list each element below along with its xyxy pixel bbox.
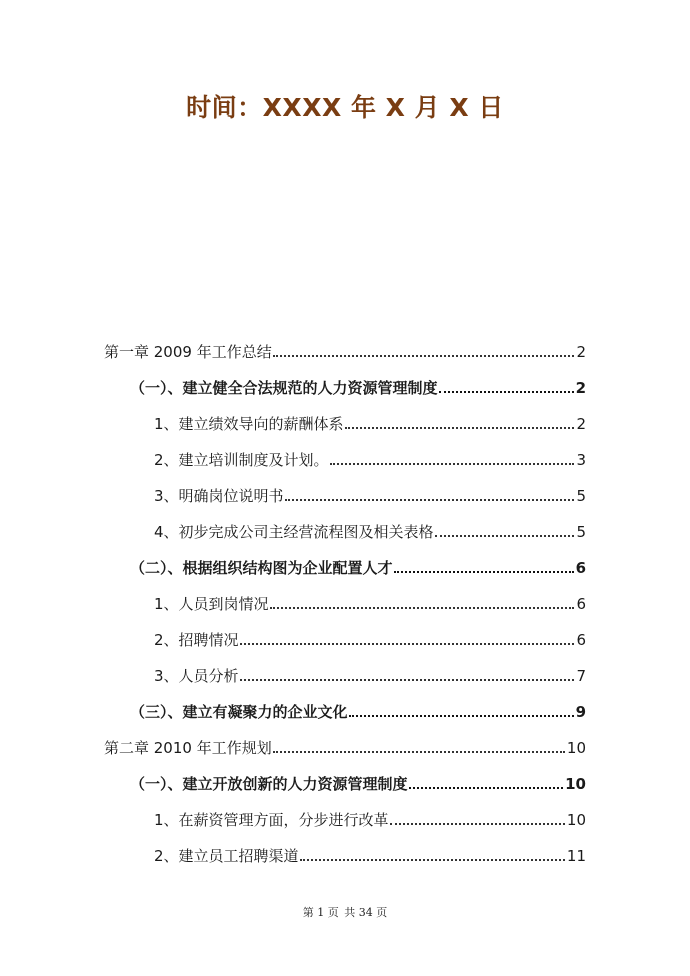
toc-entry-title: 第二章 2010 年工作规划 bbox=[104, 739, 272, 757]
toc-dot-leader bbox=[240, 679, 575, 681]
toc-entry-title: 3、人员分析 bbox=[154, 667, 239, 685]
toc-dot-leader bbox=[435, 535, 575, 537]
toc-page-number: 9 bbox=[575, 703, 586, 721]
toc-page-number: 2 bbox=[575, 379, 586, 397]
toc-entry[interactable] bbox=[104, 654, 586, 690]
toc-entry-title: 第一章 2009 年工作总结 bbox=[104, 343, 272, 361]
toc-entry-title: 3、明确岗位说明书 bbox=[154, 487, 284, 505]
toc-entry[interactable] bbox=[104, 546, 586, 582]
toc-entry[interactable] bbox=[104, 474, 586, 510]
toc-dot-leader bbox=[409, 787, 564, 789]
page-footer bbox=[0, 904, 690, 920]
toc-dot-leader bbox=[345, 427, 575, 429]
toc-page-number: 11 bbox=[566, 847, 586, 865]
toc-page-number: 7 bbox=[576, 667, 586, 685]
toc-entry[interactable] bbox=[104, 330, 586, 366]
toc-dot-leader bbox=[240, 643, 575, 645]
toc-dot-leader bbox=[273, 355, 575, 357]
table-of-contents bbox=[104, 330, 586, 870]
toc-entry[interactable] bbox=[104, 690, 586, 726]
toc-entry-title: 2、建立员工招聘渠道 bbox=[154, 847, 299, 865]
toc-dot-leader bbox=[270, 607, 575, 609]
toc-entry-title: （三）、建立有凝聚力的企业文化 bbox=[130, 703, 348, 721]
toc-page-number: 6 bbox=[575, 559, 586, 577]
toc-entry-title: 2、招聘情况 bbox=[154, 631, 239, 649]
toc-entry-title: （二）、根据组织结构图为企业配置人才 bbox=[130, 559, 393, 577]
toc-entry-title: 1、人员到岗情况 bbox=[154, 595, 269, 613]
toc-dot-leader bbox=[394, 571, 574, 573]
toc-page-number: 10 bbox=[565, 775, 586, 793]
toc-entry[interactable] bbox=[104, 438, 586, 474]
toc-dot-leader bbox=[439, 391, 574, 393]
toc-entry[interactable] bbox=[104, 366, 586, 402]
document-date-title: 时间：XXXX 年 X 月 X 日 bbox=[186, 93, 504, 122]
toc-entry-title: （一）、建立开放创新的人力资源管理制度 bbox=[130, 775, 408, 793]
toc-page-number: 10 bbox=[566, 811, 586, 829]
toc-entry[interactable] bbox=[104, 402, 586, 438]
toc-page-number: 10 bbox=[566, 739, 586, 757]
toc-page-number: 6 bbox=[576, 595, 586, 613]
toc-entry-title: 1、在薪资管理方面，分步进行改革 bbox=[154, 811, 389, 829]
toc-entry[interactable] bbox=[104, 510, 586, 546]
page-number: 第 1 页 bbox=[302, 906, 339, 919]
toc-page-number: 5 bbox=[576, 523, 586, 541]
toc-dot-leader bbox=[273, 751, 565, 753]
toc-dot-leader bbox=[349, 715, 574, 717]
toc-page-number: 2 bbox=[576, 343, 586, 361]
toc-dot-leader bbox=[330, 463, 575, 465]
toc-entry[interactable] bbox=[104, 762, 586, 798]
toc-entry-title: 4、初步完成公司主经营流程图及相关表格 bbox=[154, 523, 434, 541]
toc-page-number: 2 bbox=[576, 415, 586, 433]
toc-page-number: 3 bbox=[576, 451, 586, 469]
toc-page-number: 5 bbox=[576, 487, 586, 505]
toc-dot-leader bbox=[300, 859, 565, 861]
total-pages: 共 34 页 bbox=[344, 906, 388, 919]
toc-page-number: 6 bbox=[576, 631, 586, 649]
toc-entry-title: 2、建立培训制度及计划。 bbox=[154, 451, 329, 469]
toc-entry[interactable] bbox=[104, 798, 586, 834]
toc-entry[interactable] bbox=[104, 582, 586, 618]
toc-entry[interactable] bbox=[104, 726, 586, 762]
toc-dot-leader bbox=[390, 823, 565, 825]
toc-dot-leader bbox=[285, 499, 575, 501]
toc-entry[interactable] bbox=[104, 834, 586, 870]
toc-entry-title: 1、建立绩效导向的薪酬体系 bbox=[154, 415, 344, 433]
toc-entry[interactable] bbox=[104, 618, 586, 654]
toc-entry-title: （一）、建立健全合法规范的人力资源管理制度 bbox=[130, 379, 438, 397]
